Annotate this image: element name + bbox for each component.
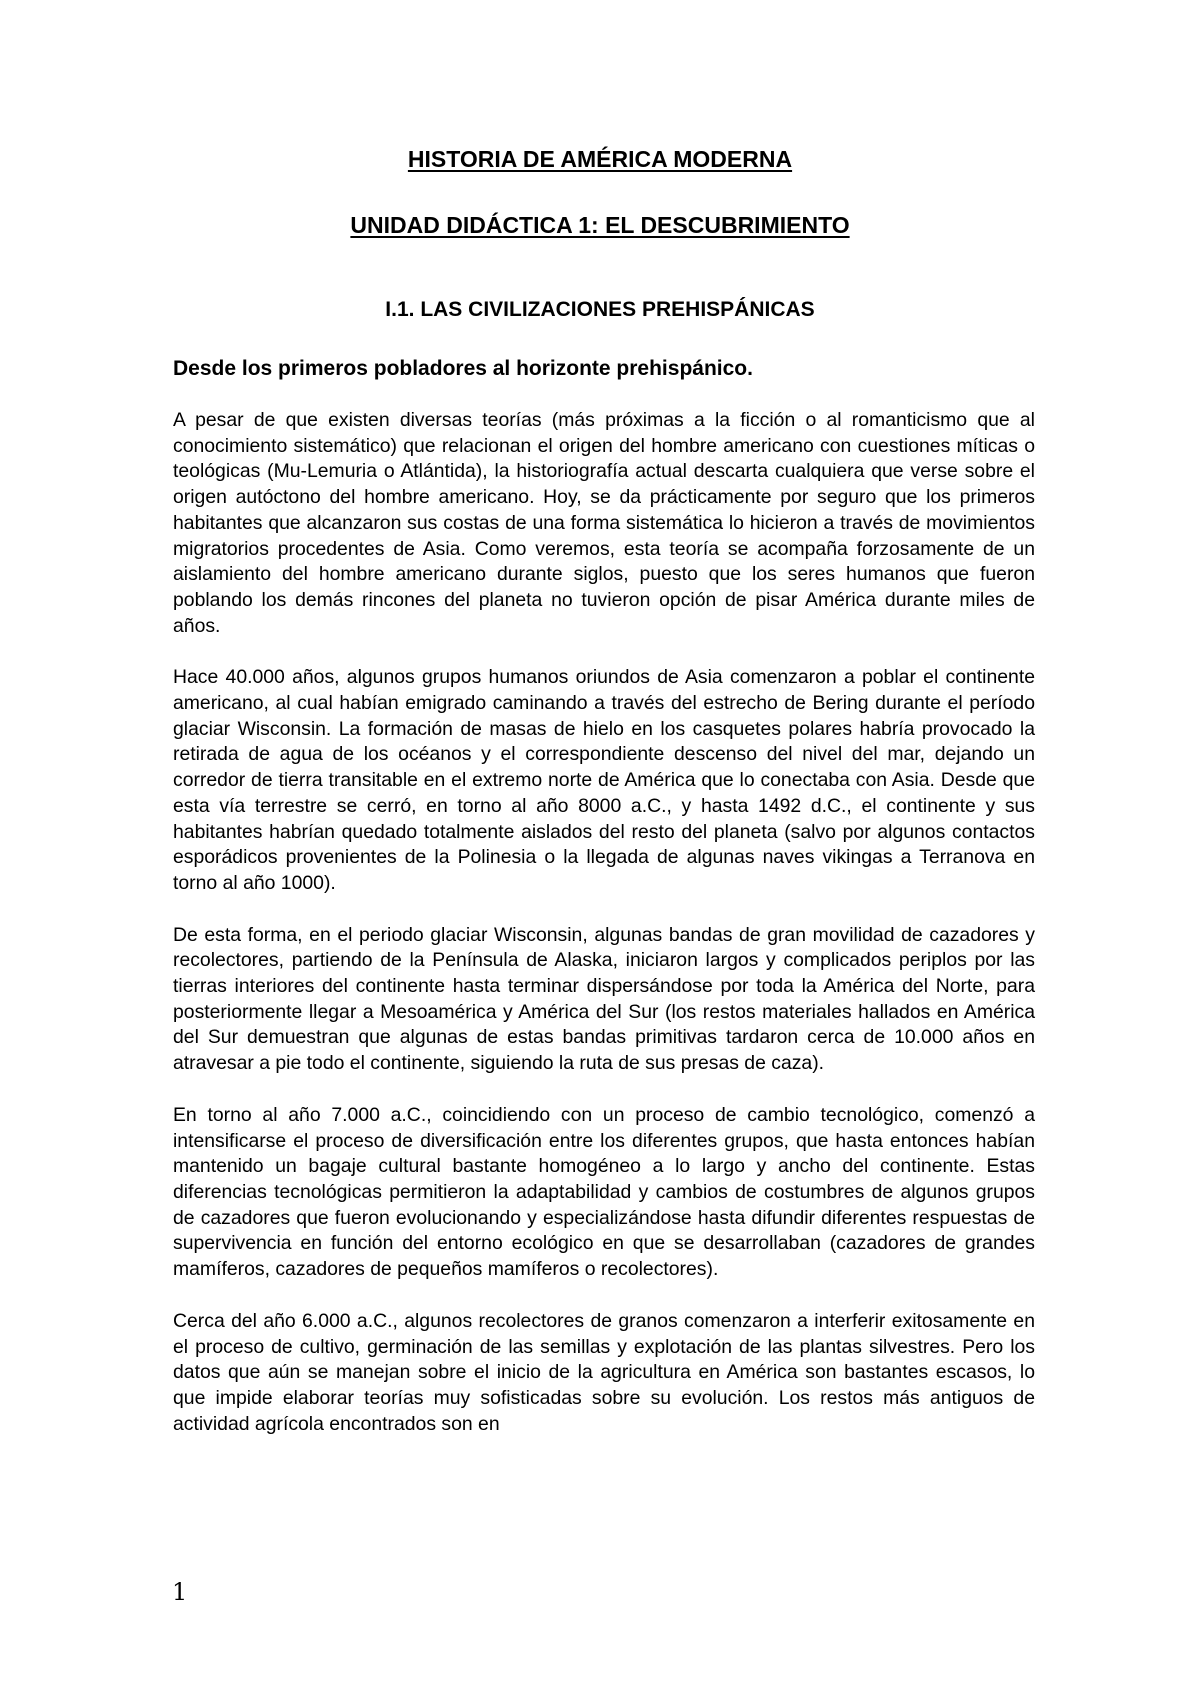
section-title: I.1. LAS CIVILIZACIONES PREHISPÁNICAS [385, 298, 815, 321]
body-text [173, 408, 1035, 1463]
paragraph-1: A pesar de que existen diversas teorías (más próximas a la ficción o al romanticismo que al conocimiento sistemático) que relacionan el origen del hombre americano con cuestiones míticas o teológicas (Mu-Lemuria o Atlántida), la historiografía actual descarta cualquiera que verse sobre el origen autóctono del hombre americano. Hoy, se da prácticamente por seguro que los primeros habitantes que alcanzaron sus costas de una forma sistemática lo hicieron a través de movimientos migratorios procedentes de Asia. Como veremos, esta teoría se acompaña forzosamente de un aislamiento del hombre americano durante siglos, puesto que los seres humanos que fueron poblando los demás rincones del planeta no tuvieron opción de pisar América durante miles de años. [173, 409, 1035, 637]
paragraph-4: En torno al año 7.000 a.C., coincidiendo con un proceso de cambio tecnológico, comenzó a intensificarse el proceso de diversificación entre los diferentes grupos, que hasta entonces habían mantenido un bagaje cultural bastante homogéneo a lo largo y ancho del continente. Estas diferencias tecnológicas permitieron la adaptabilidad y cambios de costumbres de algunos grupos de cazadores que fueron evolucionando y especializándose hasta difundir diferentes respuestas de supervivencia en función del entorno ecológico en que se desarrollaban (cazadores de grandes mamíferos, cazadores de pequeños mamíferos o recolectores). [173, 1103, 1035, 1281]
document-title: HISTORIA DE AMÉRICA MODERNA [407, 146, 793, 172]
page-number: 1 [172, 1578, 188, 1606]
paragraph-5: Cerca del año 6.000 a.C., algunos recolectores de granos comenzaron a interferir exitosamente en el proceso de cultivo, germinación de las semillas y explotación de las plantas silvestres. Pero los datos que aún se manejan sobre el inicio de la agricultura en América son bastantes escasos, lo que impide elaborar teorías muy sofisticadas sobre su evolución. Los restos más antiguos de actividad agrícola encontrados son en [173, 1309, 1035, 1435]
subheading: Desde los primeros pobladores al horizonte prehispánico. [173, 357, 753, 380]
unit-title: UNIDAD DIDÁCTICA 1: EL DESCUBRIMIENTO [350, 212, 850, 238]
paragraph-2: Hace 40.000 años, algunos grupos humanos oriundos de Asia comenzaron a poblar el continente americano, al cual habían emigrado caminando a través del estrecho de Bering durante el período glaciar Wisconsin. La formación de masas de hielo en los casquetes polares habría provocado la retirada de agua de los océanos y el correspondiente descenso del nivel del mar, dejando un corredor de tierra transitable en el extremo norte de América que lo conectaba con Asia. Desde que esta vía terrestre se cerró, en torno al año 8000 a.C., y hasta 1492 d.C., el continente y sus habitantes habrían quedado totalmente aislados del resto del planeta (salvo por algunos contactos esporádicos provenientes de la Polinesia o la llegada de algunas naves vikingas a Terranova en torno al año 1000). [173, 666, 1035, 894]
paragraph-3: De esta forma, en el periodo glaciar Wisconsin, algunas bandas de gran movilidad de cazadores y recolectores, partiendo de la Península de Alaska, iniciaron largos y complicados periplos por las tierras interiores del continente hasta terminar dispersándose por toda la América del Norte, para posteriormente llegar a Mesoamérica y América del Sur (los restos materiales hallados en América del Sur demuestran que algunas de estas bandas primitivas tardaron cerca de 10.000 años en atravesar a pie todo el continente, siguiendo la ruta de sus presas de caza). [173, 923, 1035, 1075]
